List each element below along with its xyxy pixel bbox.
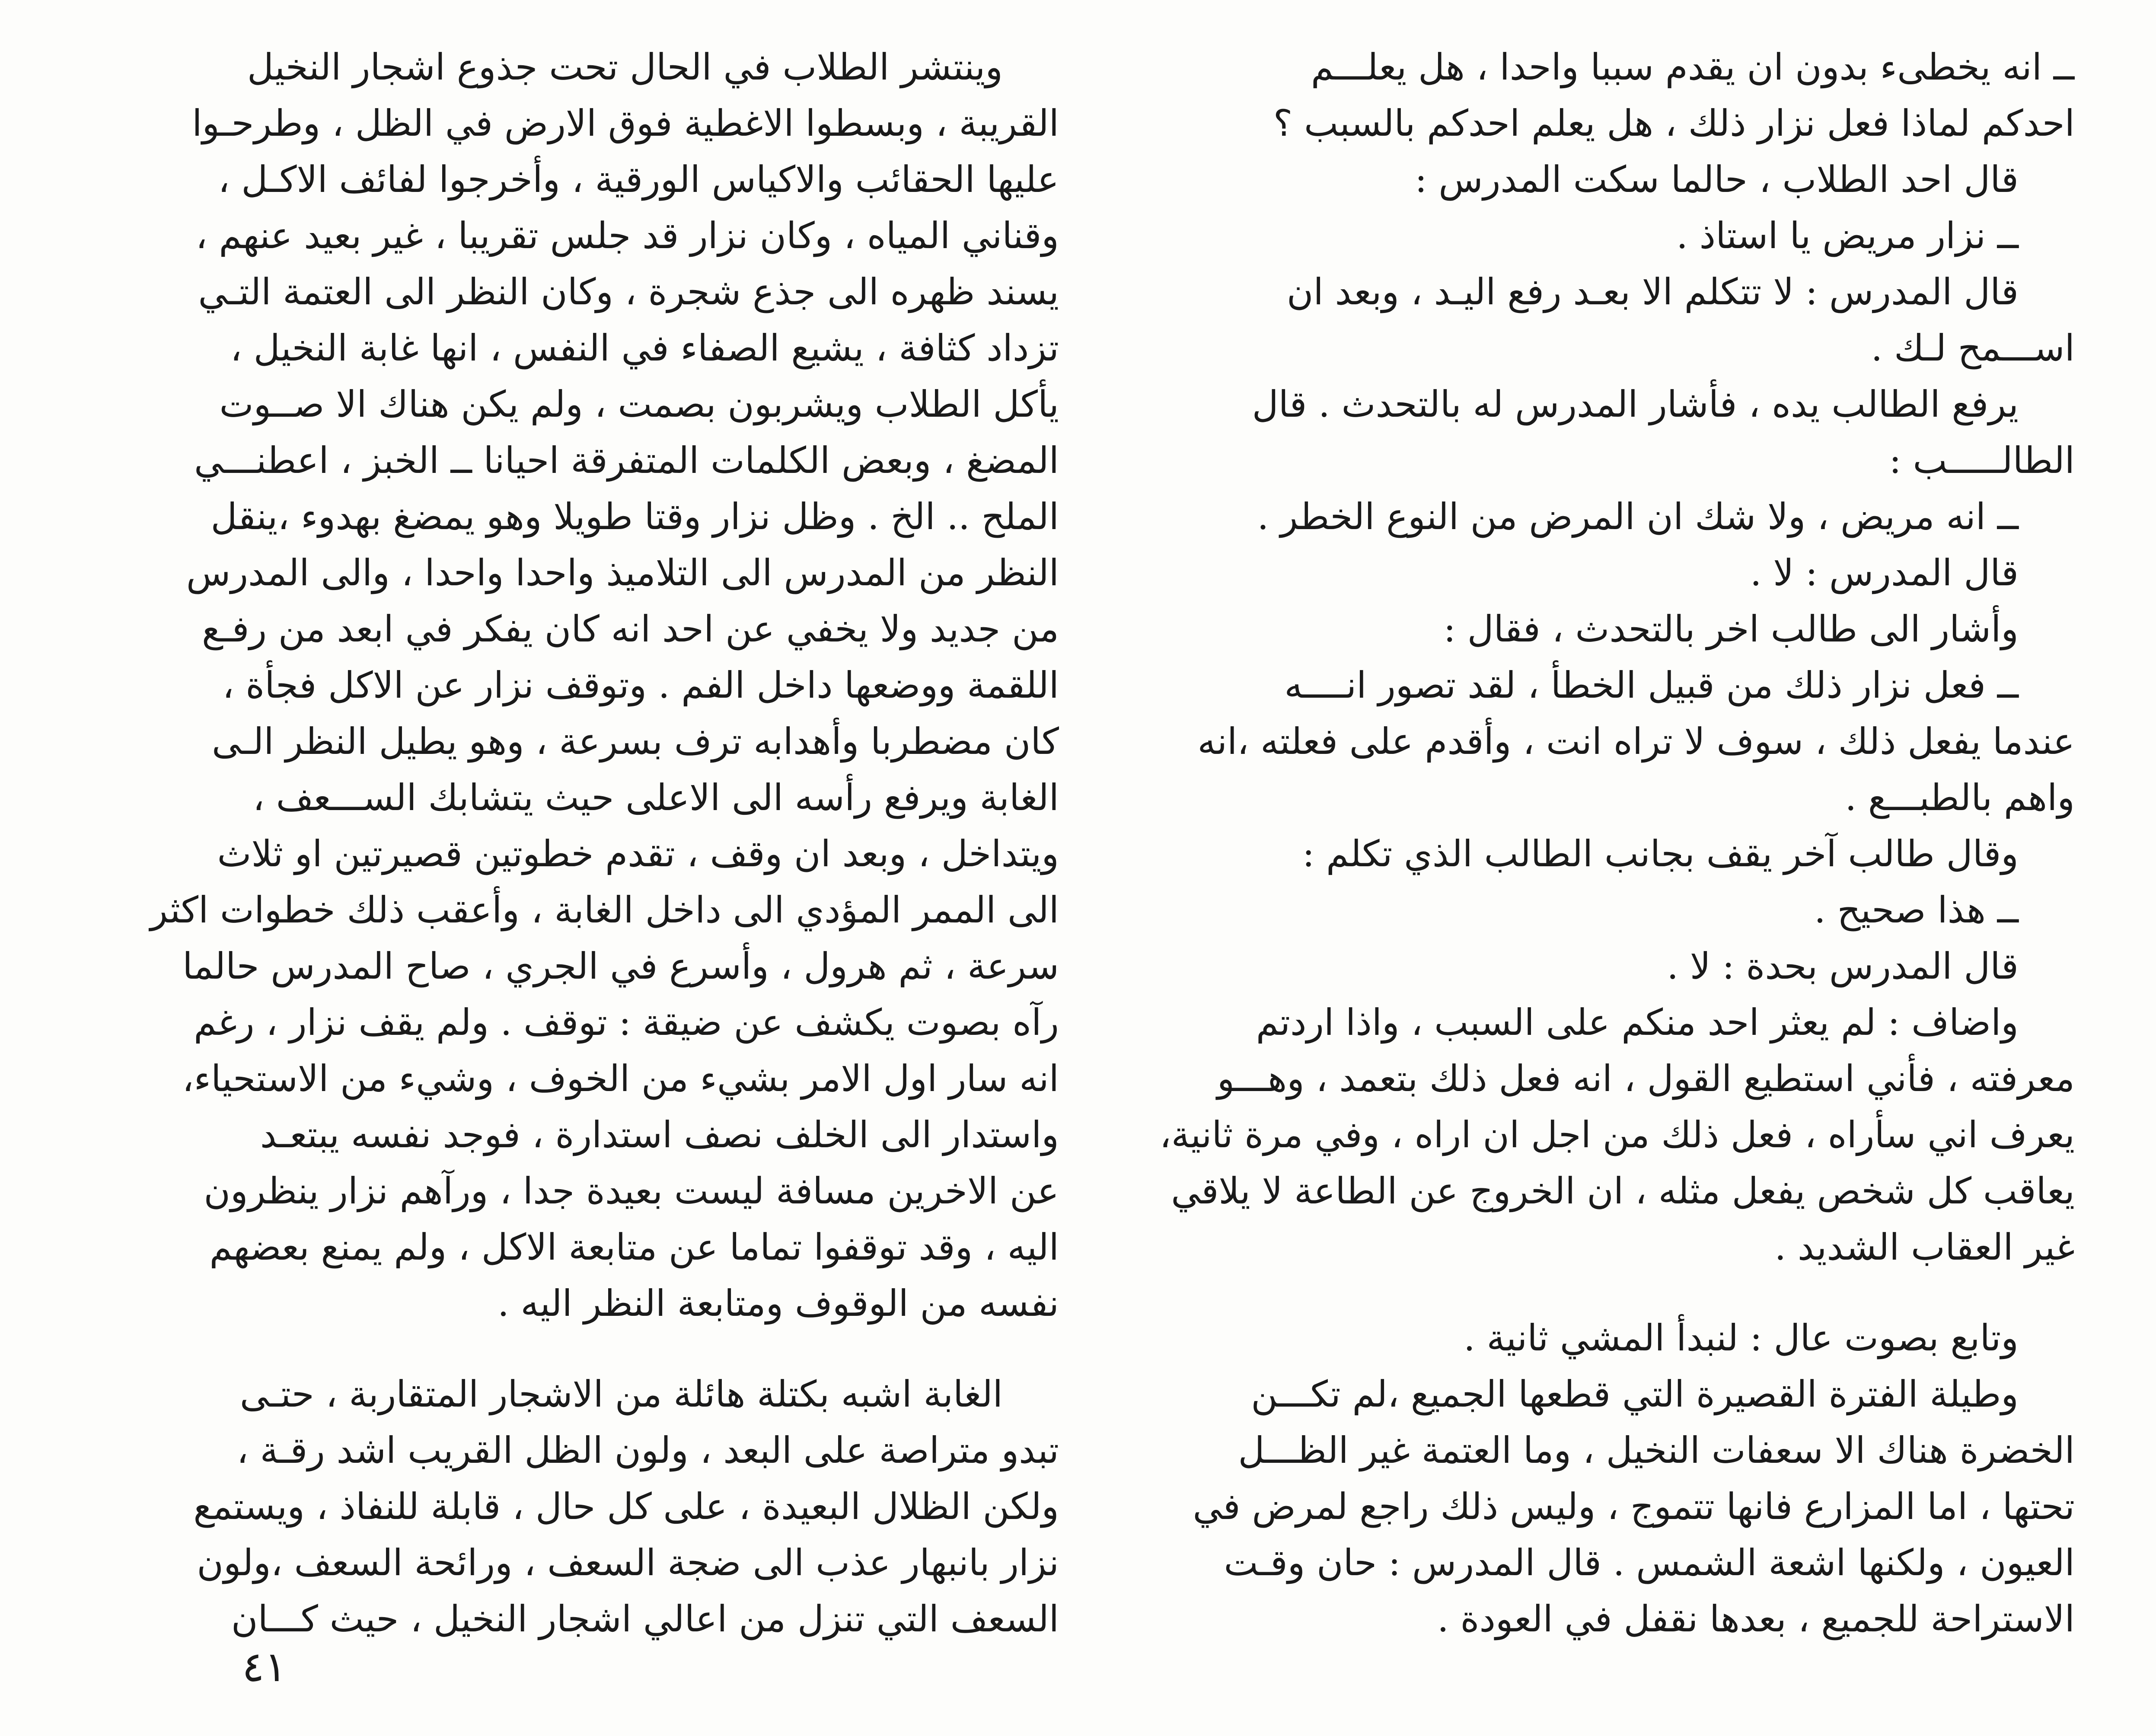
paragraph-gap xyxy=(108,1331,1059,1366)
text-line: تحتها ، اما المزارع فانها تتموج ، وليس ذلك راجع لمرض في xyxy=(1193,1485,2075,1528)
text-line: قال المدرس : لا . xyxy=(1750,552,2019,594)
text-line: ــ انه مريض ، ولا شك ان المرض من النوع الخطر . xyxy=(1257,495,2019,538)
text-line: نفسه من الوقوف ومتابعة النظر اليه . xyxy=(498,1282,1059,1324)
text-line: واستدار الى الخلف نصف استدارة ، فوجد نفسه يبتعـد xyxy=(260,1114,1059,1156)
text-line: معرفته ، فأني استطيع القول ، انه فعل ذلك بتعمد ، وهـــو xyxy=(1217,1057,2075,1100)
text-line: سرعة ، ثم هرول ، وأسرع في الجري ، صاح المدرس حالما xyxy=(182,945,1059,987)
text-line: وقناني المياه ، وكان نزار قد جلس تقريبا ، غير بعيد عنهم ، xyxy=(195,214,1059,257)
text-line: غير العقاب الشديد . xyxy=(1774,1226,2075,1268)
text-line: الغابة اشبه بكتلة هائلة من الاشجار المتقاربة ، حتـى xyxy=(239,1373,1003,1415)
text-line: ويتداخل ، وبعد ان وقف ، تقدم خطوتين قصيرتين او ثلاث xyxy=(217,833,1059,875)
text-line: ــ انه يخطىء بدون ان يقدم سببا واحدا ، هل يعلـــم xyxy=(1311,46,2075,88)
text-line: اللقمة ووضعها داخل الفم . وتوقف نزار عن الاكل فجأة ، xyxy=(222,664,1059,706)
text-line: السعف التي تنزل من اعالي اشجار النخيل ، حيث كـــان xyxy=(231,1598,1059,1640)
text-line: نزار بانبهار عذب الى ضجة السعف ، ورائحة السعف ،ولون xyxy=(197,1541,1059,1584)
text-line: القريبة ، وبسطوا الاغطية فوق الارض في الظل ، وطرحـوا xyxy=(192,102,1059,144)
text-line: قال المدرس بحدة : لا . xyxy=(1667,945,2019,987)
text-line: وطيلة الفترة القصيرة التي قطعها الجميع ،لم تكـــن xyxy=(1251,1373,2019,1415)
text-line: الاستراحة للجميع ، بعدها نقفل في العودة . xyxy=(1437,1598,2075,1640)
text-line: الملح .. الخ . وظل نزار وقتا طويلا وهو يمضغ بهدوء ،ينقل xyxy=(210,495,1059,538)
text-line: الى الممر المؤدي الى داخل الغابة ، وأعقب ذلك خطوات اكثر xyxy=(150,889,1059,931)
text-line: وأشار الى طالب اخر بالتحدث ، فقال : xyxy=(1443,608,2019,650)
right-text-column xyxy=(1124,39,2075,1647)
text-line: من جديد ولا يخفي عن احد انه كان يفكر في ابعد من رفـع xyxy=(202,608,1059,650)
text-line: ــ هذا صحيح . xyxy=(1814,889,2019,931)
text-line: واهم بالطبـــع . xyxy=(1845,776,2075,819)
text-line: النظر من المدرس الى التلاميذ واحدا واحدا ، والى المدرس xyxy=(186,552,1059,594)
text-line: رآه بصوت يكشف عن ضيقة : توقف . ولم يقف نزار ، رغم xyxy=(194,1001,1059,1044)
text-line: يرفع الطالب يده ، فأشار المدرس له بالتحدث . قال xyxy=(1252,383,2019,425)
text-line: ــ نزار مريض يا استاذ . xyxy=(1676,214,2019,257)
text-line: واضاف : لم يعثر احد منكم على السبب ، واذا اردتم xyxy=(1256,1001,2019,1044)
left-text-column xyxy=(108,39,1059,1647)
paragraph-gap xyxy=(1124,1275,2075,1310)
text-line: الخضرة هناك الا سعفات النخيل ، وما العتمة غير الظـــل xyxy=(1238,1429,2075,1471)
text-line: تبدو متراصة على البعد ، ولون الظل القريب اشد رقـة ، xyxy=(236,1429,1059,1471)
text-line: قال المدرس : لا تتكلم الا بعـد رفع اليـد ، وبعد ان xyxy=(1286,271,2019,313)
text-line: المضغ ، وبعض الكلمات المتفرقة احيانا ــ الخبز ، اعطنـــي xyxy=(194,439,1059,482)
text-line: احدكم لماذا فعل نزار ذلك ، هل يعلم احدكم بالسبب ؟ xyxy=(1273,102,2075,144)
text-line: الطالـــــب : xyxy=(1889,439,2075,482)
text-line: وينتشر الطلاب في الحال تحت جذوع اشجار النخيل xyxy=(247,46,1003,88)
text-line: وقال طالب آخر يقف بجانب الطالب الذي تكلم : xyxy=(1302,833,2019,875)
text-line: يسند ظهره الى جذع شجرة ، وكان النظر الى العتمة التـي xyxy=(198,271,1059,313)
text-line: وتابع بصوت عال : لنبدأ المشي ثانية . xyxy=(1464,1317,2019,1359)
text-line: قال احد الطلاب ، حالما سكت المدرس : xyxy=(1415,158,2019,201)
text-line: يعاقب كل شخص يفعل مثله ، ان الخروج عن الطاعة لا يلاقي xyxy=(1171,1170,2075,1212)
text-line: يأكل الطلاب ويشربون بصمت ، ولم يكن هناك الا صــوت xyxy=(219,383,1059,425)
text-line: العيون ، ولكنها اشعة الشمس . قال المدرس : حان وقـت xyxy=(1224,1541,2075,1584)
text-line: تزداد كثافة ، يشيع الصفاء في النفس ، انها غابة النخيل ، xyxy=(230,327,1059,369)
text-line: يعرف اني سأراه ، فعل ذلك من اجل ان اراه ، وفي مرة ثانية، xyxy=(1159,1114,2075,1156)
page-number: ٤١ xyxy=(242,1643,287,1691)
text-line: عليها الحقائب والاكياس الورقية ، وأخرجوا لفائف الاكـل ، xyxy=(218,158,1059,201)
text-line: الغابة ويرفع رأسه الى الاعلى حيث يتشابك الســـعف ، xyxy=(252,776,1059,819)
text-line: عندما يفعل ذلك ، سوف لا تراه انت ، وأقدم على فعلته ،انه xyxy=(1197,720,2075,763)
text-line: اســـمح لـك . xyxy=(1871,327,2075,369)
text-line: ولكن الظلال البعيدة ، على كل حال ، قابلة للنفاذ ، ويستمع xyxy=(193,1485,1059,1528)
text-line: اليه ، وقد توقفوا تماما عن متابعة الاكل ، ولم يمنع بعضهم xyxy=(209,1226,1059,1268)
text-line: ــ فعل نزار ذلك من قبيل الخطأ ، لقد تصور انــــه xyxy=(1284,664,2019,706)
text-line: انه سار اول الامر بشيء من الخوف ، وشيء من الاستحياء، xyxy=(182,1057,1059,1100)
text-line: كان مضطربا وأهدابه ترف بسرعة ، وهو يطيل النظر الـى xyxy=(211,720,1059,763)
text-line: عن الاخرين مسافة ليست بعيدة جدا ، ورآهم نزار ينظرون xyxy=(204,1170,1059,1212)
